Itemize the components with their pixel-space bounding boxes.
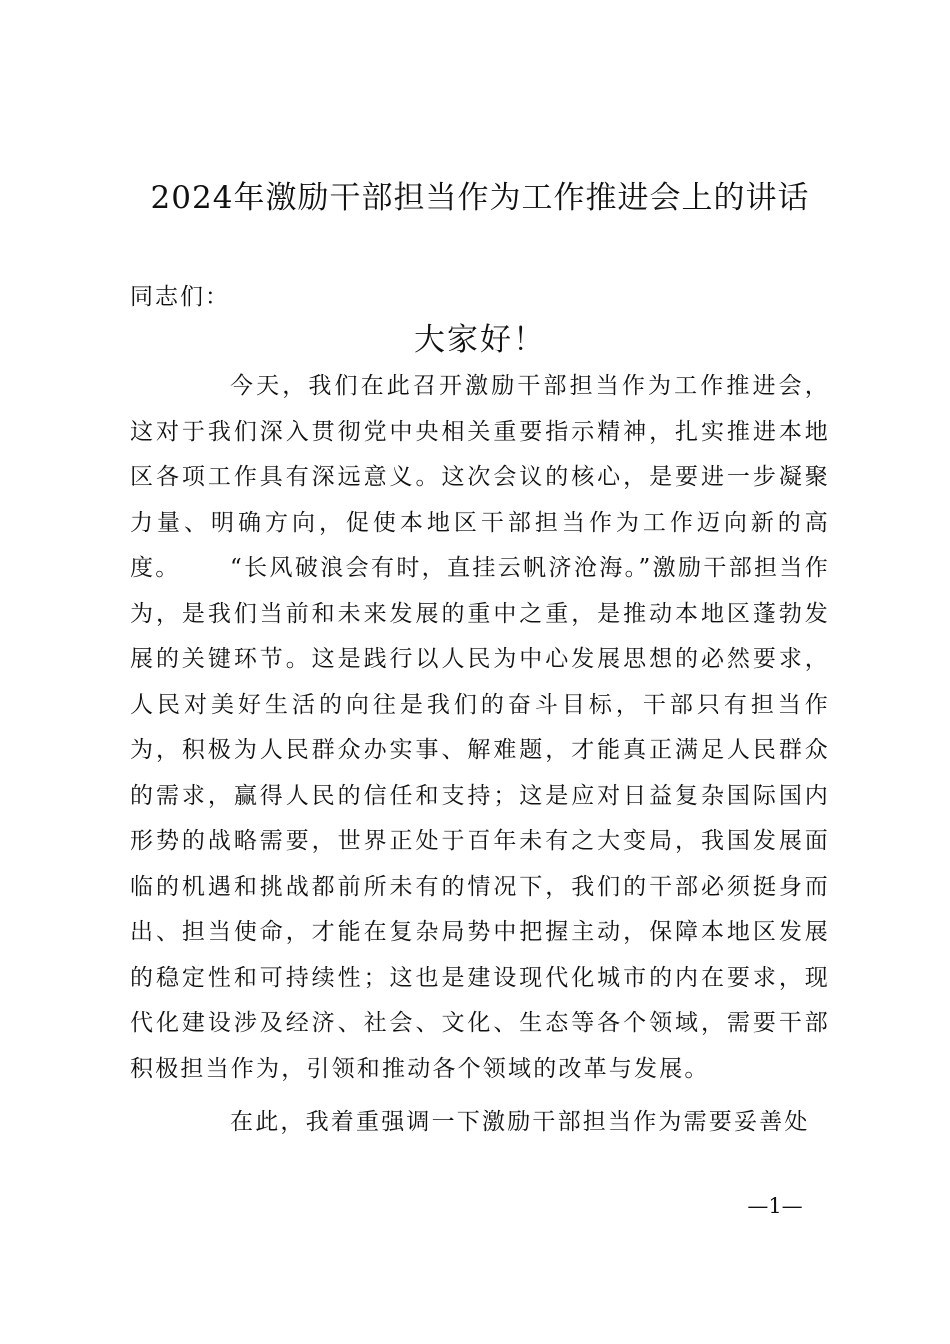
body-paragraph-3: 在此，我着重强调一下激励干部担当作为需要妥善处: [230, 1109, 810, 1135]
salutation: 同志们：: [130, 284, 230, 310]
page-number: —1—: [747, 1194, 803, 1218]
document-title: 2024年激励干部担当作为工作推进会上的讲话: [150, 180, 810, 216]
greeting: 大家好！: [414, 322, 546, 358]
body-paragraph-1: 今天，我们在此召开激励干部担当作为工作推进会，这对于我们深入贯彻党中央相关重要指示精神，扎实推进本地区各项工作具有深远意义。这次会议的核心，是要进一步凝聚力量、明确方向，促使本地区干部担当作为工作迈向新的高度。: [130, 373, 830, 581]
body-paragraph-2: “长风破浪会有时，直挂云帆济沧海。”激励干部担当作为，是我们当前和未来发展的重中之重，是推动本地区蓬勃发展的关键环节。这是践行以人民为中心发展思想的必然要求，人民对美好生活的向往是我们的奋斗目标，干部只有担当作为，积极为人民群众办实事、解难题，才能真正满足人民群众的需求，赢得人民的信任和支持；这是应对日益复杂国际国内形势的战略需要，世界正处于百年未有之大变局，我国发展面临的机遇和挑战都前所未有的情况下，我们的干部必须挺身而出、担当使命，才能在复杂局势中把握主动，保障本地区发展的稳定性和可持续性；这也是建设现代化城市的内在要求，现代化建设涉及经济、社会、文化、生态等各个领域，需要干部积极担当作为，引领和推动各个领域的改革与发展。: [130, 555, 830, 1082]
